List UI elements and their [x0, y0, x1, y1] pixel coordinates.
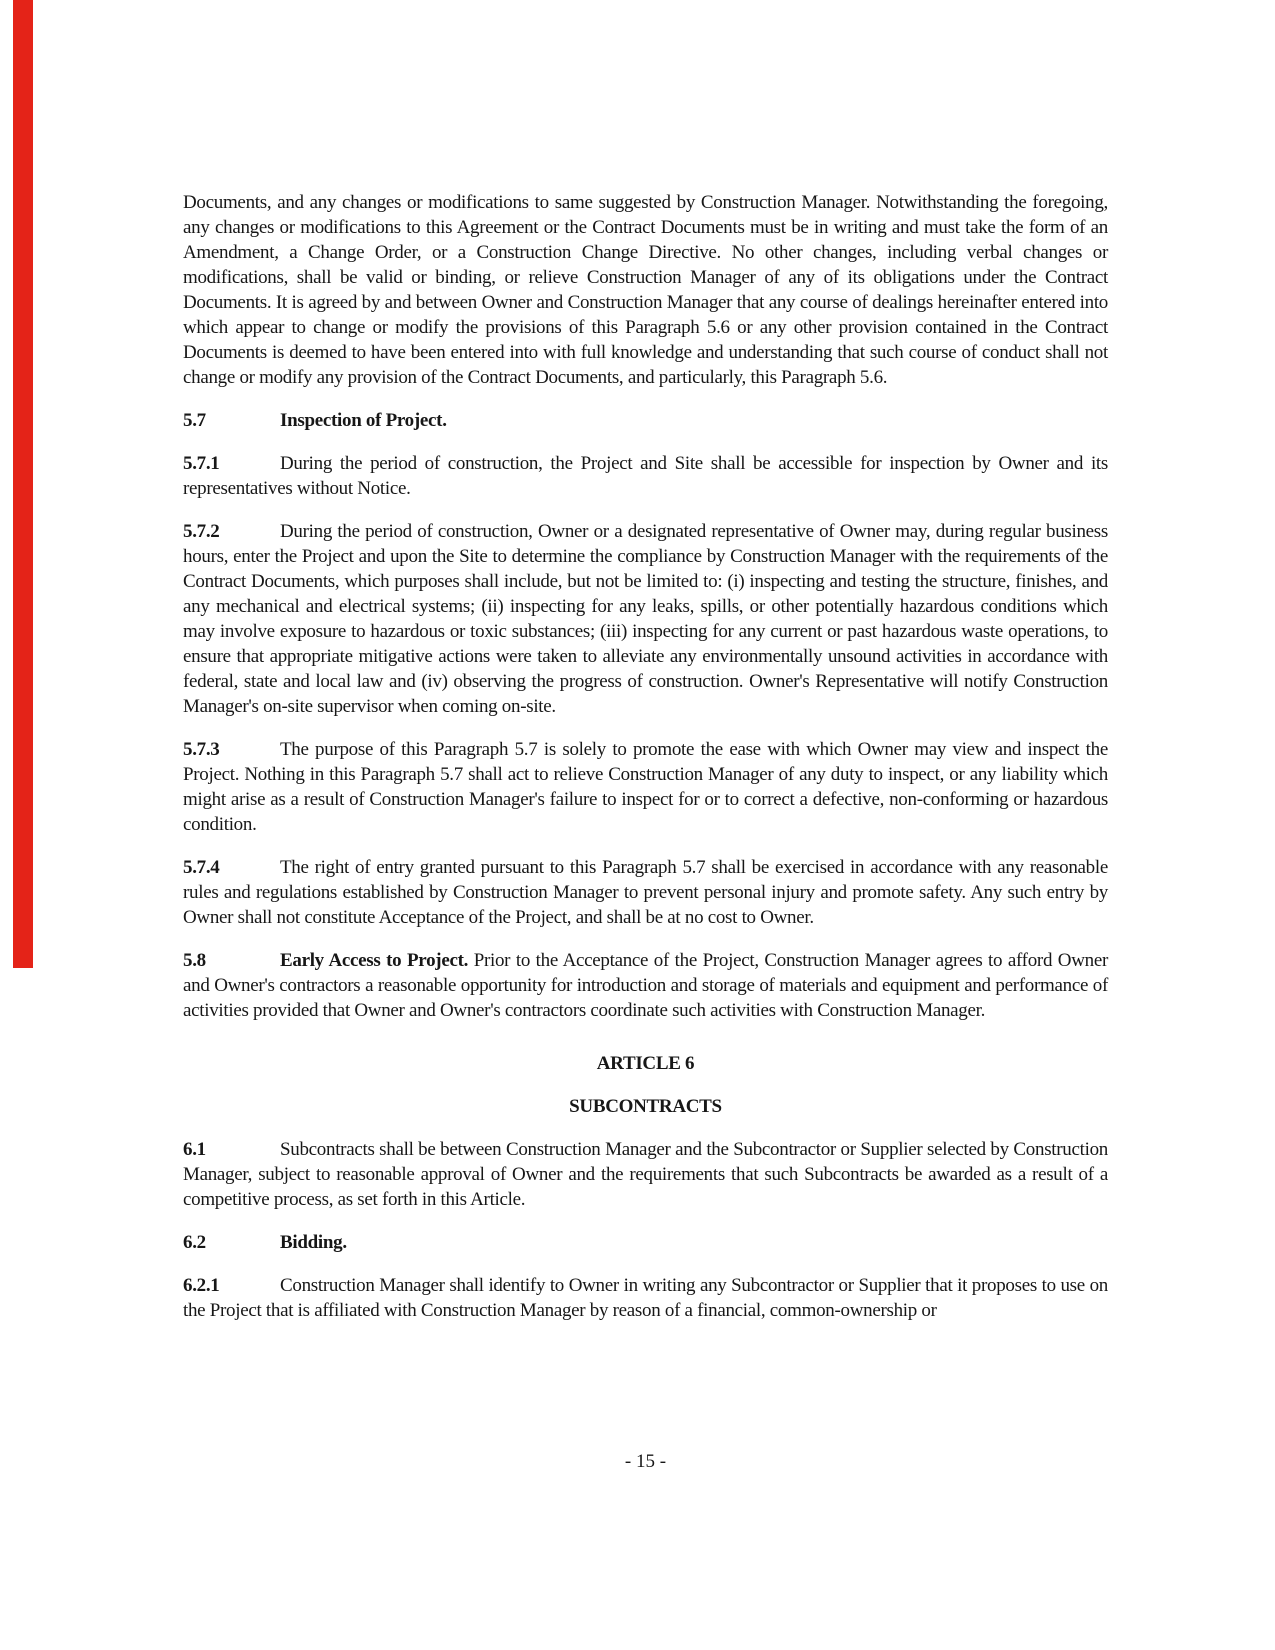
section-number-5-7: 5.7: [183, 410, 206, 431]
paragraph-text-5-7-4: The right of entry granted pursuant to this Paragraph 5.7 shall be exercised in accordance with any reasonable rules and regulations established by Construction Manager to prevent personal injury and promote safety. Any such entry by Owner shall not constitute Acceptance of the Project, and shall be at no cost to Owner.: [183, 857, 1108, 928]
section-title-5-7: Inspection of Project.: [280, 410, 447, 431]
paragraph-5-8: [183, 948, 1108, 1023]
section-heading-5-7: [183, 408, 1108, 433]
paragraph-number-6-1: 6.1: [183, 1139, 206, 1160]
section-title-6-2: Bidding.: [280, 1232, 347, 1253]
paragraph-5-7-2: [183, 519, 1108, 719]
paragraph-text-5-8: Prior to the Acceptance of the Project, Construction Manager agrees to afford Owner and Owner's contractors a reasonable opportunity for introduction and storage of materials and equipment and performance of activities provided that Owner and Owner's contractors coordinate such activities with Construction Manager.: [183, 950, 1108, 1021]
paragraph-text-6-2-1: Construction Manager shall identify to Owner in writing any Subcontractor or Supplier that it proposes to use on the Project that is affiliated with Construction Manager by reason of a financial, common-ownership or: [183, 1275, 1108, 1321]
paragraph-5-7-1: [183, 451, 1108, 501]
paragraph-text-5-7-2: During the period of construction, Owner or a designated representative of Owner may, during regular business hours, enter the Project and upon the Site to determine the compliance by Construction Manager with the requirements of the Contract Documents, which purposes shall include, but not be limited to: (i) inspecting and testing the structure, finishes, and any mechanical and electrical systems; (ii) inspecting for any leaks, spills, or other potentially hazardous conditions which may involve exposure to hazardous or toxic substances; (iii) inspecting for any current or past hazardous waste operations, to ensure that appropriate mitigative actions were taken to alleviate any environmentally unsound activities in accordance with federal, state and local law and (iv) observing the progress of construction. Owner's Representative will notify Construction Manager's on-site supervisor when coming on-site.: [183, 521, 1108, 717]
subcontracts-heading: SUBCONTRACTS: [569, 1096, 722, 1117]
section-number-6-2: 6.2: [183, 1232, 206, 1253]
section-heading-6-2: [183, 1230, 1108, 1255]
red-edge-stripe: [13, 0, 33, 968]
paragraph-text-5-7-3: The purpose of this Paragraph 5.7 is solely to promote the ease with which Owner may view and inspect the Project. Nothing in this Paragraph 5.7 shall act to relieve Construction Manager of any duty to inspect, or any liability which might arise as a result of Construction Manager's failure to inspect for or to correct a defective, non-conforming or hazardous condition.: [183, 739, 1108, 835]
paragraph-5-6-continuation: Documents, and any changes or modifications to same suggested by Construction Manager. Notwithstanding the foregoing, any changes or modifications to this Agreement or the Contract Documents must be in writing and must take the form of an Amendment, a Change Order, or a Construction Change Directive. No other changes, including verbal changes or modifications, shall be valid or binding, or relieve Construction Manager of any of its obligations under the Contract Documents. It is agreed by and between Owner and Construction Manager that any course of dealings hereinafter entered into which appear to change or modify the provisions of this Paragraph 5.6 or any other provision contained in the Contract Documents is deemed to have been entered into with full knowledge and understanding that such course of conduct shall not change or modify any provision of the Contract Documents, and particularly, this Paragraph 5.6.: [183, 192, 1108, 388]
paragraph-6-2-1: [183, 1273, 1108, 1323]
paragraph-number-5-7-1: 5.7.1: [183, 453, 220, 474]
paragraph-6-1: [183, 1137, 1108, 1212]
paragraph-lead-5-8: Early Access to Project.: [280, 950, 469, 971]
paragraph-5-7-3: [183, 737, 1108, 837]
paragraph-number-5-7-3: 5.7.3: [183, 739, 220, 760]
paragraph-number-5-8: 5.8: [183, 950, 206, 971]
article-6-heading: ARTICLE 6: [596, 1053, 695, 1074]
paragraph-number-5-7-4: 5.7.4: [183, 857, 220, 878]
paragraph-5-7-4: [183, 855, 1108, 930]
paragraph-text-6-1: Subcontracts shall be between Construction Manager and the Subcontractor or Supplier selected by Construction Manager, subject to reasonable approval of Owner and the requirements that such Subcontracts be awarded as a result of a competitive process, as set forth in this Article.: [183, 1139, 1108, 1210]
page-body: [183, 190, 1108, 1323]
paragraph-number-5-7-2: 5.7.2: [183, 521, 220, 542]
paragraph-number-6-2-1: 6.2.1: [183, 1275, 220, 1296]
page-number: - 15 -: [624, 1451, 667, 1472]
paragraph-text-5-7-1: During the period of construction, the Project and Site shall be accessible for inspection by Owner and its representatives without Notice.: [183, 453, 1108, 499]
